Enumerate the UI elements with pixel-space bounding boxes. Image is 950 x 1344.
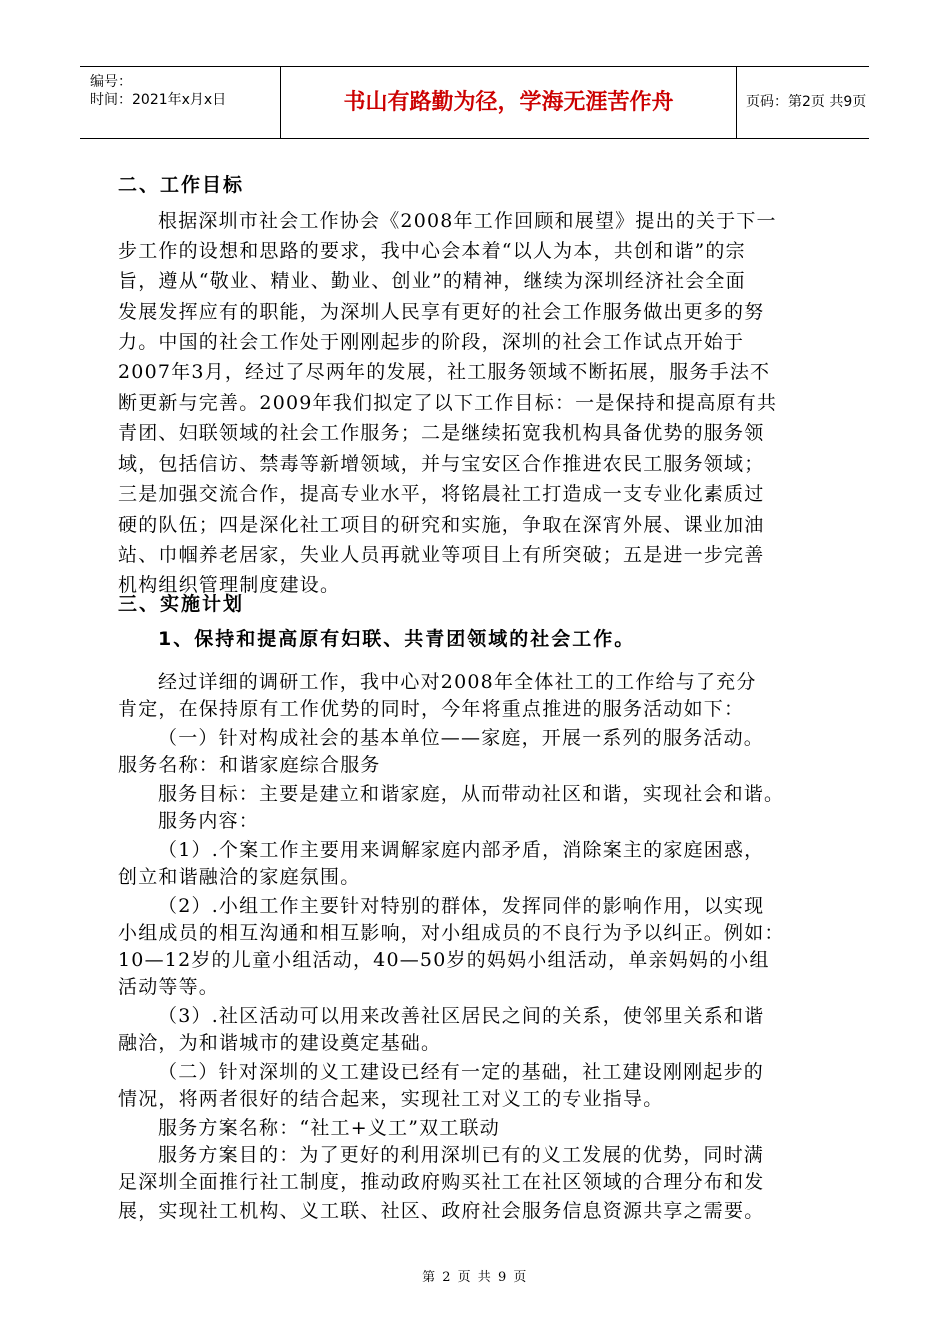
paragraph-line: （二）针对深圳的义工建设已经有一定的基础，社工建设刚刚起步的 [158, 1061, 765, 1083]
paragraph-line: 创立和谐融洽的家庭氛围。 [118, 866, 361, 888]
paragraph-line: 青团、妇联领域的社会工作服务；二是继续拓宽我机构具备优势的服务领 [118, 422, 765, 444]
paragraph-line: 活动等等。 [118, 976, 220, 998]
paragraph-line: 服务内容： [158, 810, 260, 832]
subsection-heading: 1、保持和提高原有妇联、共青团领域的社会工作。 [158, 628, 636, 650]
header-motto: 书山有路勤为径，学海无涯苦作舟 [343, 90, 674, 115]
paragraph-line: 断更新与完善。2009年我们拟定了以下工作目标：一是保持和提高原有共 [118, 392, 778, 414]
paragraph-line: （3）.社区活动可以用来改善社区居民之间的关系，使邻里关系和谐 [158, 1005, 765, 1027]
paragraph-line: 步工作的设想和思路的要求，我中心会本着“以人为本，共创和谐”的宗 [118, 240, 746, 262]
header-page-cell [736, 67, 869, 138]
header-motto-cell [280, 67, 737, 138]
paragraph-line: 硬的队伍；四是深化社工项目的研究和实施，争取在深宵外展、课业加油 [118, 514, 765, 536]
page-header [80, 66, 869, 139]
document-number-label: 编号： [90, 74, 132, 90]
section-heading-plan: 三、实施计划 [118, 593, 245, 615]
paragraph-line: 10—12岁的儿童小组活动，40—50岁的妈妈小组活动，单亲妈妈的小组 [118, 949, 770, 971]
paragraph-line: 机构组织管理制度建设。 [118, 574, 341, 596]
paragraph-line: 力。中国的社会工作处于刚刚起步的阶段，深圳的社会工作试点开始于 [118, 331, 745, 353]
paragraph-line: （2）.小组工作主要针对特别的群体，发挥同伴的影响作用，以实现 [158, 895, 765, 917]
document-time-label: 时间：2021年x月x日 [90, 92, 227, 108]
paragraph-line: 展，实现社工机构、义工联、社区、政府社会服务信息资源共享之需要。 [118, 1200, 765, 1222]
header-page-number: 页码：第2页 共9页 [746, 94, 867, 110]
paragraph-line: 经过详细的调研工作，我中心对2008年全体社工的工作给与了充分 [158, 671, 757, 693]
header-left-cell [80, 67, 280, 138]
paragraph-line: 肯定，在保持原有工作优势的同时，今年将重点推进的服务活动如下： [118, 698, 745, 720]
paragraph-line: 情况，将两者很好的结合起来，实现社工对义工的专业指导。 [118, 1088, 664, 1110]
paragraph-line: 发展发挥应有的职能，为深圳人民享有更好的社会工作服务做出更多的努 [118, 301, 765, 323]
paragraph-line: 三是加强交流合作，提高专业水平，将铭晨社工打造成一支专业化素质过 [118, 483, 765, 505]
paragraph-line: 旨，遵从“敬业、精业、勤业、创业”的精神，继续为深圳经济社会全面 [118, 270, 746, 292]
paragraph-line: 足深圳全面推行社工制度，推动政府购买社工在社区领域的合理分布和发 [118, 1171, 765, 1193]
paragraph-line: 站、巾帼养老居家，失业人员再就业等项目上有所突破；五是进一步完善 [118, 544, 765, 566]
paragraph-line: 服务目标：主要是建立和谐家庭，从而带动社区和谐，实现社会和谐。 [158, 783, 785, 805]
page-footer-number: 第 2 页 共 9 页 [422, 1270, 528, 1285]
paragraph-line: 服务方案名称：“社工+义工”双工联动 [158, 1117, 500, 1139]
paragraph-line: 域，包括信访、禁毒等新增领域，并与宝安区合作推进农民工服务领域； [118, 453, 765, 475]
paragraph-line: 小组成员的相互沟通和相互影响，对小组成员的不良行为予以纠正。例如： [118, 922, 785, 944]
paragraph-line: 2007年3月，经过了尽两年的发展，社工服务领域不断拓展，服务手法不 [118, 361, 771, 383]
paragraph-line: （一）针对构成社会的基本单位——家庭，开展一系列的服务活动。 [158, 727, 765, 749]
paragraph-line: 根据深圳市社会工作协会《2008年工作回顾和展望》提出的关于下一 [158, 210, 777, 232]
section-heading-goals: 二、工作目标 [118, 174, 245, 196]
paragraph-line: 服务名称：和谐家庭综合服务 [118, 754, 381, 776]
paragraph-line: （1）.个案工作主要用来调解家庭内部矛盾，消除案主的家庭困惑， [158, 839, 765, 861]
paragraph-line: 融洽，为和谐城市的建设奠定基础。 [118, 1032, 442, 1054]
paragraph-line: 服务方案目的：为了更好的利用深圳已有的义工发展的优势，同时满 [158, 1144, 765, 1166]
